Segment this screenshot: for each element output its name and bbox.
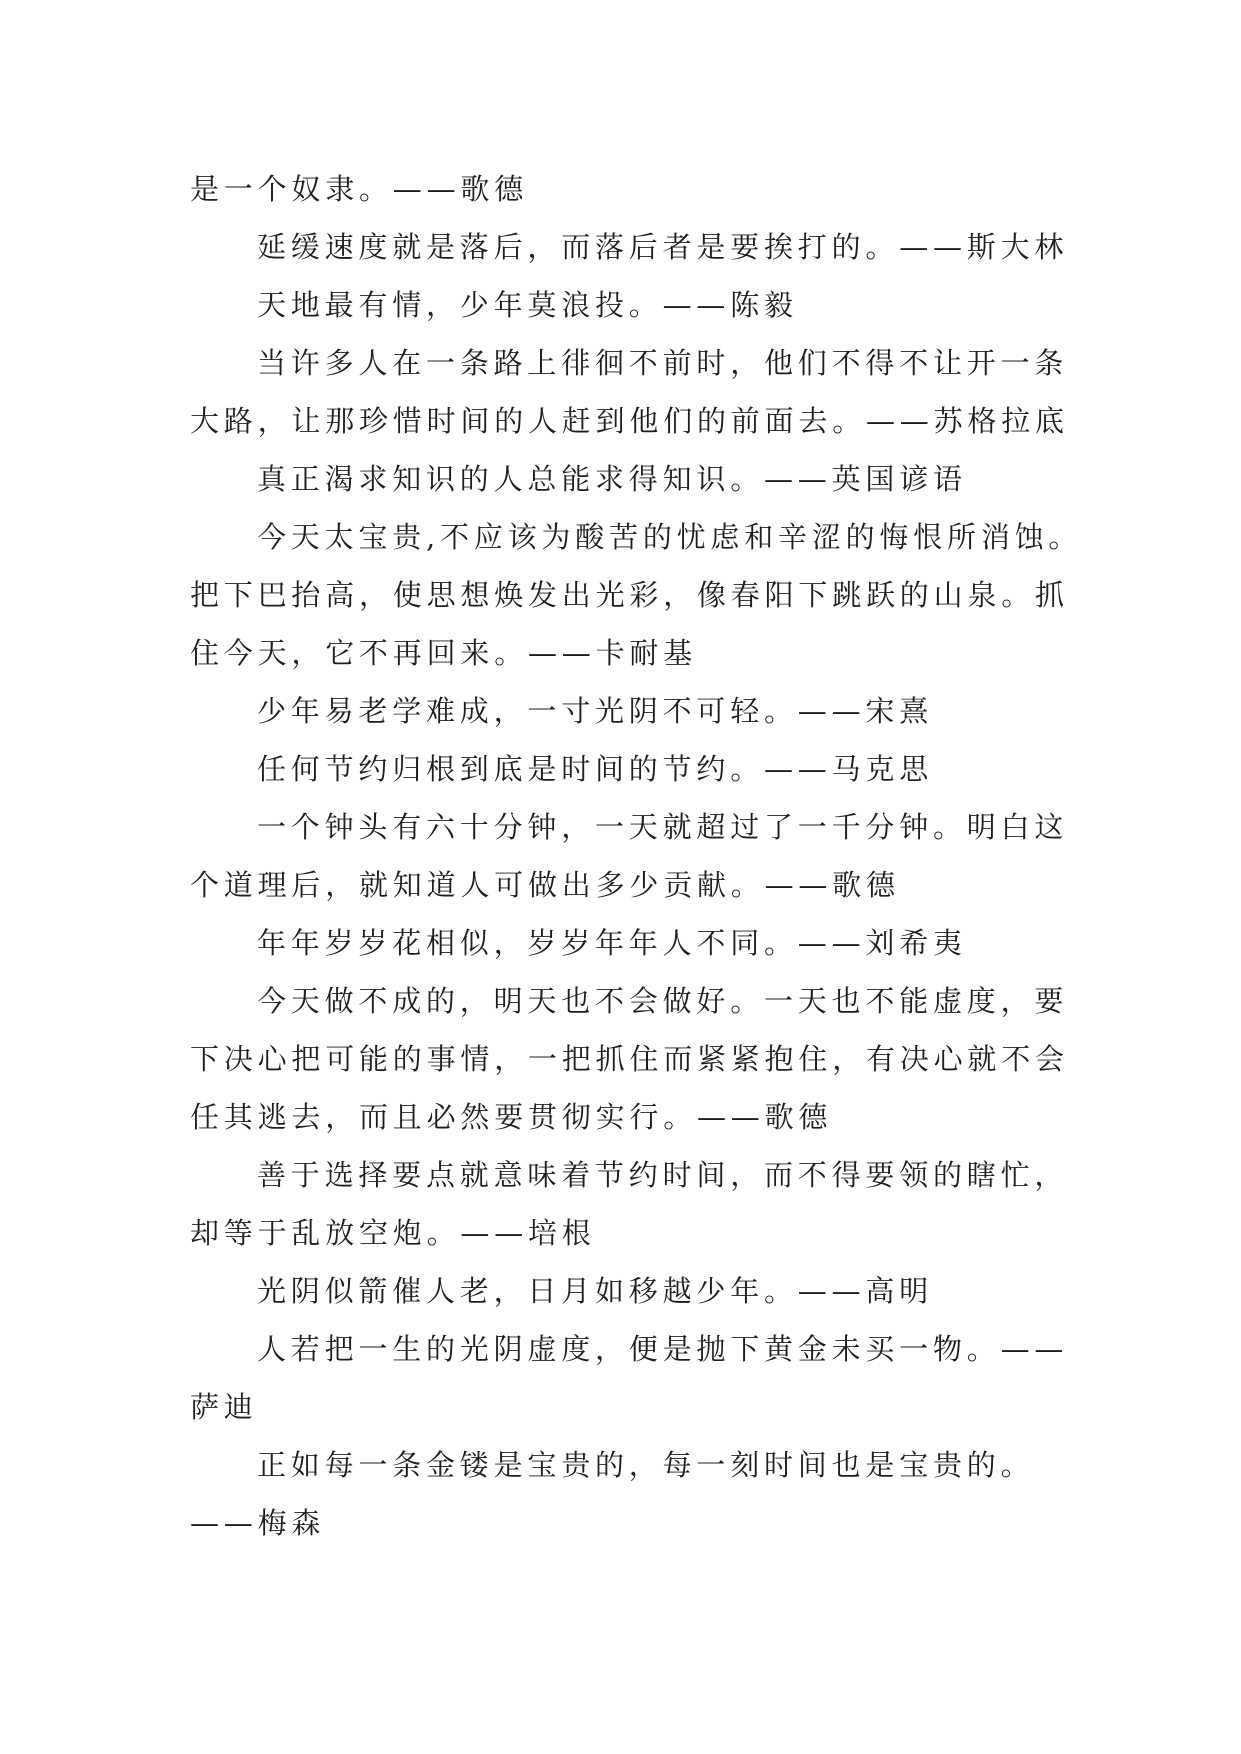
text-line: 任何节约归根到底是时间的节约。——马克思 (257, 752, 934, 786)
text-line: 任其逃去，而且必然要贯彻实行。——歌德 (190, 1100, 833, 1134)
text-line: 却等于乱放空炮。——培根 (190, 1216, 596, 1250)
text-line: 下决心把可能的事情，一把抓住而紧紧抱住，有决心就不会 (190, 1042, 1069, 1076)
text-line: 善于选择要点就意味着节约时间，而不得要领的瞎忙， (257, 1158, 1069, 1192)
text-line: 把下巴抬高，使思想焕发出光彩，像春阳下跳跃的山泉。抓 (190, 578, 1069, 612)
text-line: ——梅森 (190, 1506, 326, 1540)
text-line: 一个钟头有六十分钟，一天就超过了一千分钟。明白这 (257, 810, 1069, 844)
text-line: 今天做不成的，明天也不会做好。一天也不能虚度，要 (257, 984, 1069, 1018)
text-line: 萨迪 (190, 1390, 258, 1424)
text-line: 今天太宝贵,不应该为酸苦的忧虑和辛涩的悔恨所消蚀。 (257, 520, 1083, 554)
text-line: 天地最有情，少年莫浪投。——陈毅 (257, 288, 798, 322)
text-line: 少年易老学难成，一寸光阴不可轻。——宋熹 (257, 694, 934, 728)
text-line: 当许多人在一条路上徘徊不前时，他们不得不让开一条 (257, 346, 1069, 380)
text-line: 是一个奴隶。——歌德 (190, 172, 529, 206)
text-line: 光阴似箭催人老，日月如移越少年。——高明 (257, 1274, 934, 1308)
text-line: 住今天，它不再回来。——卡耐基 (190, 636, 698, 670)
text-line: 大路，让那珍惜时间的人赶到他们的前面去。——苏格拉底 (190, 404, 1069, 438)
text-line: 年年岁岁花相似，岁岁年年人不同。——刘希夷 (257, 926, 967, 960)
text-line: 人若把一生的光阴虚度，便是抛下黄金未买一物。—— (257, 1332, 1069, 1366)
text-line: 延缓速度就是落后，而落后者是要挨打的。——斯大林 (257, 230, 1069, 264)
text-line: 正如每一条金镂是宝贵的，每一刻时间也是宝贵的。 (257, 1448, 1035, 1482)
quote-text-block (190, 160, 1083, 1552)
text-line: 个道理后，就知道人可做出多少贡献。——歌德 (190, 868, 900, 902)
text-line: 真正渴求知识的人总能求得知识。——英国谚语 (257, 462, 967, 496)
